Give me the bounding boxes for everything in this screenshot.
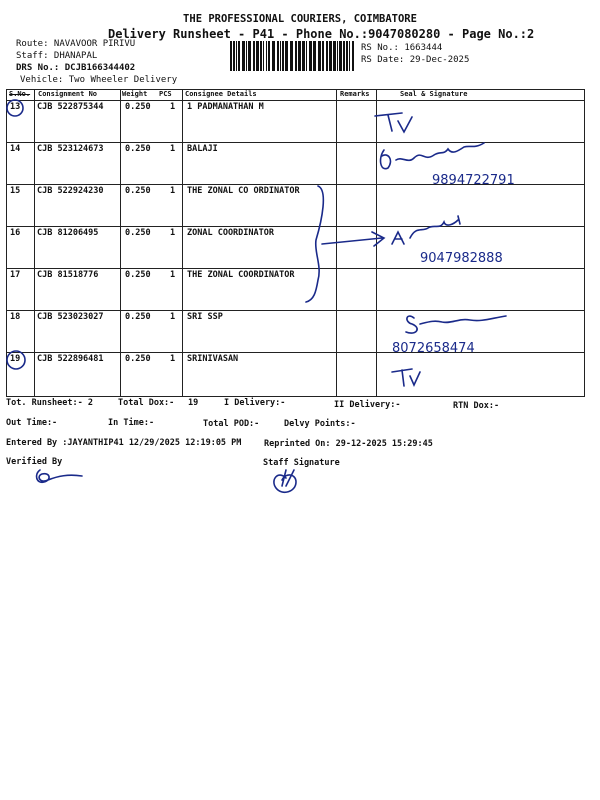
bracket-rows-15-17 bbox=[306, 186, 323, 302]
cell-weight: 0.250 bbox=[125, 228, 151, 238]
vehicle-label: Vehicle: Two Wheeler Delivery bbox=[20, 75, 178, 85]
in-time: In Time:- bbox=[108, 418, 155, 428]
staff-signature: Staff Signature bbox=[263, 458, 340, 468]
route-label: Route: NAVAVOOR PIRIVU bbox=[16, 39, 136, 49]
tot-runsheet: Tot. Runsheet:- 2 bbox=[6, 398, 93, 408]
cell-pcs: 1 bbox=[170, 354, 176, 364]
cell-pcs: 1 bbox=[170, 186, 176, 196]
cell-weight: 0.250 bbox=[125, 102, 151, 112]
signature-row-16 bbox=[392, 216, 460, 244]
cell-weight: 0.250 bbox=[125, 186, 151, 196]
i-delivery: I Delivery:- bbox=[224, 398, 286, 408]
cell-consignment: CJB 81518776 bbox=[37, 270, 99, 280]
cell-weight: 0.250 bbox=[125, 270, 151, 280]
rs-number: RS No.: 1663444 bbox=[361, 43, 443, 53]
total-dox-label: Total Dox:- bbox=[118, 398, 175, 408]
cell-consignee: SRI SSP bbox=[187, 312, 223, 322]
cell-pcs: 1 bbox=[170, 144, 176, 154]
company-name: THE PROFESSIONAL COURIERS, COIMBATORE bbox=[183, 13, 417, 25]
cell-sno: 16 bbox=[10, 228, 21, 238]
cell-consignee: BALAJI bbox=[187, 144, 218, 154]
rtn-dox: RTN Dox:- bbox=[453, 401, 500, 411]
signature-row-13 bbox=[375, 113, 412, 132]
cell-consignment: CJB 522896481 bbox=[37, 354, 104, 364]
sno-19-circle bbox=[7, 351, 25, 369]
staff-label: Staff: DHANAPAL bbox=[16, 51, 98, 61]
cell-consignment: CJB 81206495 bbox=[37, 228, 99, 238]
sno-13-circle bbox=[7, 100, 23, 116]
col-header-pcs: PCS bbox=[159, 90, 172, 98]
col-header-consignment: Consignment No bbox=[38, 90, 98, 98]
col-header-weight: Weight bbox=[122, 90, 148, 98]
entered-by: Entered By :JAYANTHIP41 12/29/2025 12:19:05 PM bbox=[6, 438, 242, 448]
out-time: Out Time:- bbox=[6, 418, 58, 428]
cell-consignee: 1 PADMANATHAN M bbox=[187, 102, 264, 112]
reprinted-on: Reprinted On: 29-12-2025 15:29:45 bbox=[264, 439, 433, 449]
cell-consignee: THE ZONAL COORDINATOR bbox=[187, 270, 295, 280]
cell-consignment: CJB 522875344 bbox=[37, 102, 104, 112]
cell-pcs: 1 bbox=[170, 102, 176, 112]
col-header-consignee: Consignee Details bbox=[185, 90, 257, 98]
cell-sno: 18 bbox=[10, 312, 21, 322]
signature-row-19 bbox=[392, 369, 420, 386]
total-pod: Total POD:- bbox=[203, 419, 260, 429]
staff-signature-mark bbox=[274, 470, 296, 492]
delvy-points: Delvy Points:- bbox=[284, 419, 356, 429]
col-header-seal: Seal & Signature bbox=[400, 90, 468, 98]
cell-sno: 14 bbox=[10, 144, 21, 154]
cell-sno: 17 bbox=[10, 270, 21, 280]
cell-consignment: CJB 523023027 bbox=[37, 312, 104, 322]
total-dox-value: 19 bbox=[188, 398, 199, 408]
signature-row-14 bbox=[381, 143, 484, 169]
cell-pcs: 1 bbox=[170, 270, 176, 280]
cell-weight: 0.250 bbox=[125, 354, 151, 364]
cell-weight: 0.250 bbox=[125, 312, 151, 322]
cell-consignee: SRINIVASAN bbox=[187, 354, 239, 364]
cell-sno: 15 bbox=[10, 186, 21, 196]
col-header-sno: S.No. bbox=[9, 90, 31, 98]
cell-sno: 19 bbox=[10, 354, 21, 364]
verified-by: Verified By bbox=[6, 457, 63, 467]
rs-date: RS Date: 29-Dec-2025 bbox=[361, 55, 470, 65]
ii-delivery: II Delivery:- bbox=[334, 400, 401, 410]
col-header-remarks: Remarks bbox=[340, 90, 370, 98]
phone-row-18: 8072658474 bbox=[392, 341, 475, 356]
cell-pcs: 1 bbox=[170, 228, 176, 238]
cell-consignment: CJB 522924230 bbox=[37, 186, 104, 196]
drs-number: DRS No.: DCJB166344402 bbox=[16, 63, 136, 73]
cell-consignee: ZONAL COORDINATOR bbox=[187, 228, 274, 238]
phone-row-14: 9894722791 bbox=[432, 173, 515, 188]
signature-row-18 bbox=[406, 316, 506, 333]
verified-signature bbox=[37, 470, 82, 482]
cell-sno: 13 bbox=[10, 102, 21, 112]
phone-row-16: 9047982888 bbox=[420, 251, 503, 266]
runsheet-title: Delivery Runsheet - P41 - Phone No.:9047080280 - Page No.:2 bbox=[108, 27, 535, 41]
cell-pcs: 1 bbox=[170, 312, 176, 322]
cell-weight: 0.250 bbox=[125, 144, 151, 154]
arrow-row-16 bbox=[322, 232, 384, 246]
cell-consignee: THE ZONAL CO ORDINATOR bbox=[187, 186, 300, 196]
cell-consignment: CJB 523124673 bbox=[37, 144, 104, 154]
